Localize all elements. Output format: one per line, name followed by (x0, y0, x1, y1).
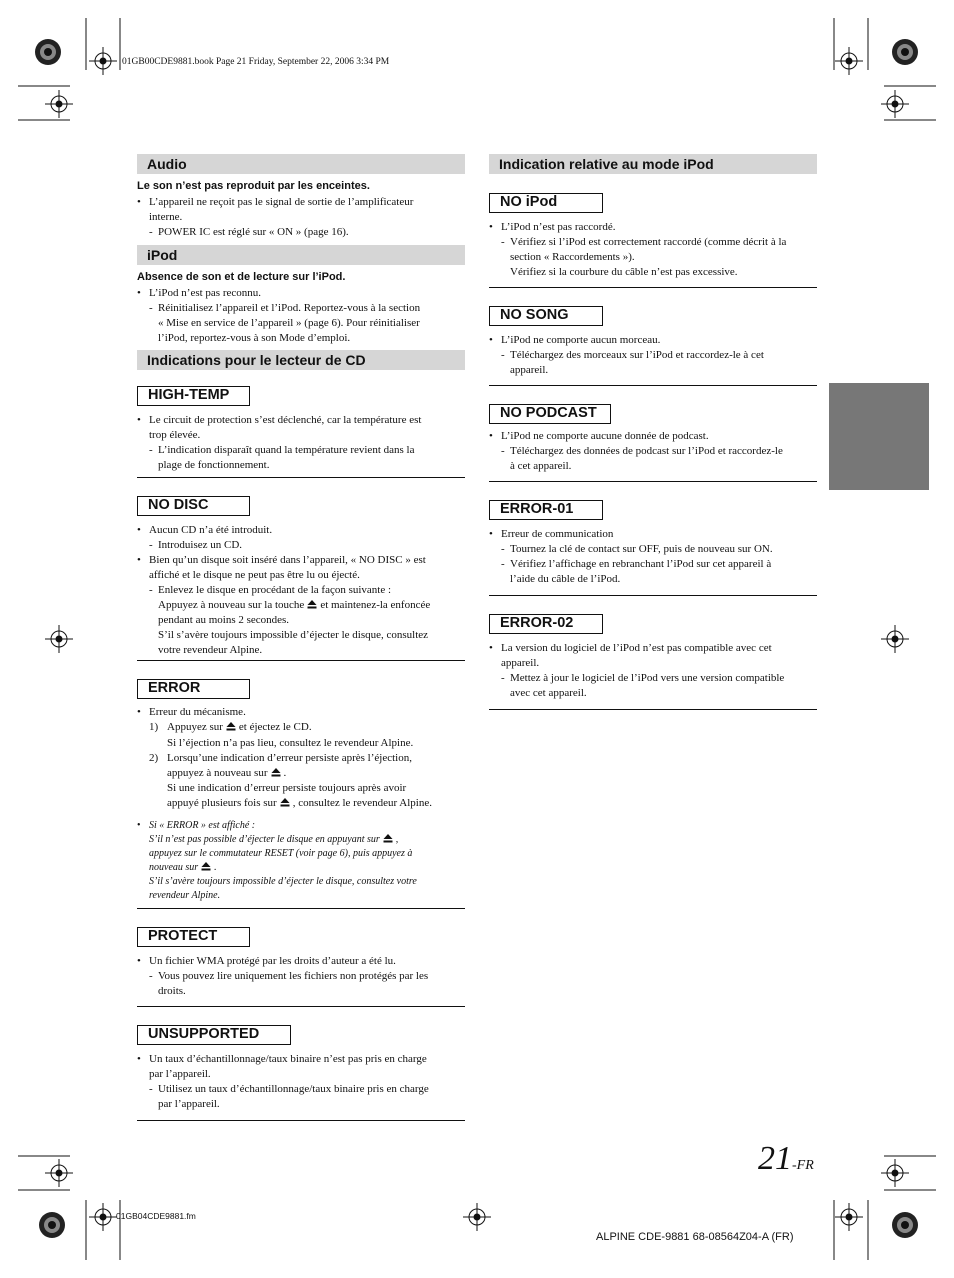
audio-subtitle: Le son n’est pas reproduit par les enceintes. (137, 180, 370, 192)
protect-content: • Un fichier WMA protégé par les droits d’auteur a été lu. - Vous pouvez lire uniquement les fichiers non protégés par les droits. (137, 955, 429, 997)
footer-model: ALPINE CDE-9881 68-08564Z04-A (FR) (596, 1231, 794, 1243)
error-01-content: • Erreur de communication - Tournez la clé de contact sur OFF, puis de nouveau sur ON. - Vérifiez l’affichage en rebranchant l’iPod sur cet appareil à l’aide du câble de l’iPod. (489, 528, 773, 585)
indicator-no-song: NO SONG (489, 306, 603, 326)
no-disc-content: • Aucun CD n’a été introduit. - Introduisez un CD. • Bien qu’un disque soit inséré dans l’appareil, « NO DISC » est affiché et le disque ne peut pas être lu ou éjecté. - Enlevez le disque en procédant de la façon suivante : Appuyez à nouveau sur la touche et maintenez-la enfoncée pendant au moins 2 secondes. S’il s’avère toujours impossible d’éjecter le disque, consultez votre revendeur Alpine. (137, 524, 431, 656)
section-cd: Indications pour le lecteur de CD (137, 350, 465, 370)
section-tab (829, 383, 929, 490)
divider (137, 477, 465, 478)
audio-content: • L’appareil ne reçoit pas le signal de sortie de l’amplificateur interne. - POWER IC est réglé sur « ON » (page 16). (137, 196, 414, 238)
eject-icon (383, 833, 393, 843)
indicator-error: ERROR (137, 679, 250, 699)
indicator-high-temp: HIGH-TEMP (137, 386, 250, 406)
error-note: • Si « ERROR » est affiché : S’il n’est pas possible d’éjecter le disque en appuyant sur , appuyez sur le commutateur RESET (voir page 6), puis appuyez à nouveau sur . S’il s’avère toujours impossible d’éjecter le disque, consultez votre revendeur Alpine. (137, 820, 417, 901)
high-temp-content: • Le circuit de protection s’est déclenché, car la température est trop élevée. - L’indication disparaît quand la température revient dans la plage de fonctionnement. (137, 414, 422, 471)
footer-file: 01GB04CDE9881.fm (116, 1211, 196, 1221)
file-info: 01GB00CDE9881.book Page 21 Friday, September 22, 2006 3:34 PM (122, 57, 390, 67)
divider (137, 660, 465, 661)
divider (489, 385, 817, 386)
eject-icon (226, 721, 236, 731)
ipod-content: • L’iPod n’est pas reconnu. - Réinitialisez l’appareil et l’iPod. Reportez-vous à la section « Mise en service de l’appareil » (page 6). Pour réinitialiser l’iPod, reportez-vous à son Mode d’emploi. (137, 287, 421, 344)
indicator-protect: PROTECT (137, 927, 250, 947)
section-audio: Audio (137, 154, 465, 174)
indicator-error-01: ERROR-01 (489, 500, 603, 520)
no-podcast-content: • L’iPod ne comporte aucune donnée de podcast. - Téléchargez des données de podcast sur l’iPod et raccordez-le à cet appareil. (489, 430, 783, 472)
page-number: 21-FR (758, 1140, 814, 1177)
no-song-content: • L’iPod ne comporte aucun morceau. - Téléchargez des morceaux sur l’iPod et raccordez-le à cet appareil. (489, 334, 764, 376)
divider (137, 1006, 465, 1007)
bullet: • (137, 196, 141, 208)
eject-icon (307, 599, 317, 609)
page-suffix: -FR (792, 1158, 814, 1173)
unsupported-content: • Un taux d’échantillonnage/taux binaire n’est pas pris en charge par l’appareil. - Utilisez un taux d’échantillonnage/taux binaire pris en charge par l’appareil. (137, 1053, 429, 1110)
eject-icon (280, 797, 290, 807)
error-content: • Erreur du mécanisme. 1) Appuyez sur et éjectez le CD. Si l’éjection n’a pas lieu, consultez le revendeur Alpine. 2) Lorsqu’une indication d’erreur persiste après l’éjection, appuyez à nouveau sur . Si une indication d’erreur persiste toujours après avoir appuyé plusieurs fois sur , consultez le revendeur Alpine. (137, 706, 432, 809)
indicator-no-disc: NO DISC (137, 496, 250, 516)
divider (489, 709, 817, 710)
indicator-unsupported: UNSUPPORTED (137, 1025, 291, 1045)
indicator-error-02: ERROR-02 (489, 614, 603, 634)
section-ipod: iPod (137, 245, 465, 265)
section-ipod-mode: Indication relative au mode iPod (489, 154, 817, 174)
eject-icon (201, 861, 211, 871)
error-02-content: • La version du logiciel de l’iPod n’est pas compatible avec cet appareil. - Mettez à jour le logiciel de l’iPod vers une version compatible avec cet appareil. (489, 642, 785, 699)
divider (137, 908, 465, 909)
divider (489, 287, 817, 288)
indicator-no-ipod: NO iPod (489, 193, 603, 213)
indicator-no-podcast: NO PODCAST (489, 404, 611, 424)
eject-icon (271, 767, 281, 777)
ipod-subtitle: Absence de son et de lecture sur l’iPod. (137, 271, 346, 283)
divider (137, 1120, 465, 1121)
divider (489, 481, 817, 482)
divider (489, 595, 817, 596)
no-ipod-content: • L’iPod n’est pas raccordé. - Vérifiez si l’iPod est correctement raccordé (comme décrit à la section « Raccordements »). Vérifiez si la courbure du câble n’est pas excessive. (489, 221, 787, 278)
